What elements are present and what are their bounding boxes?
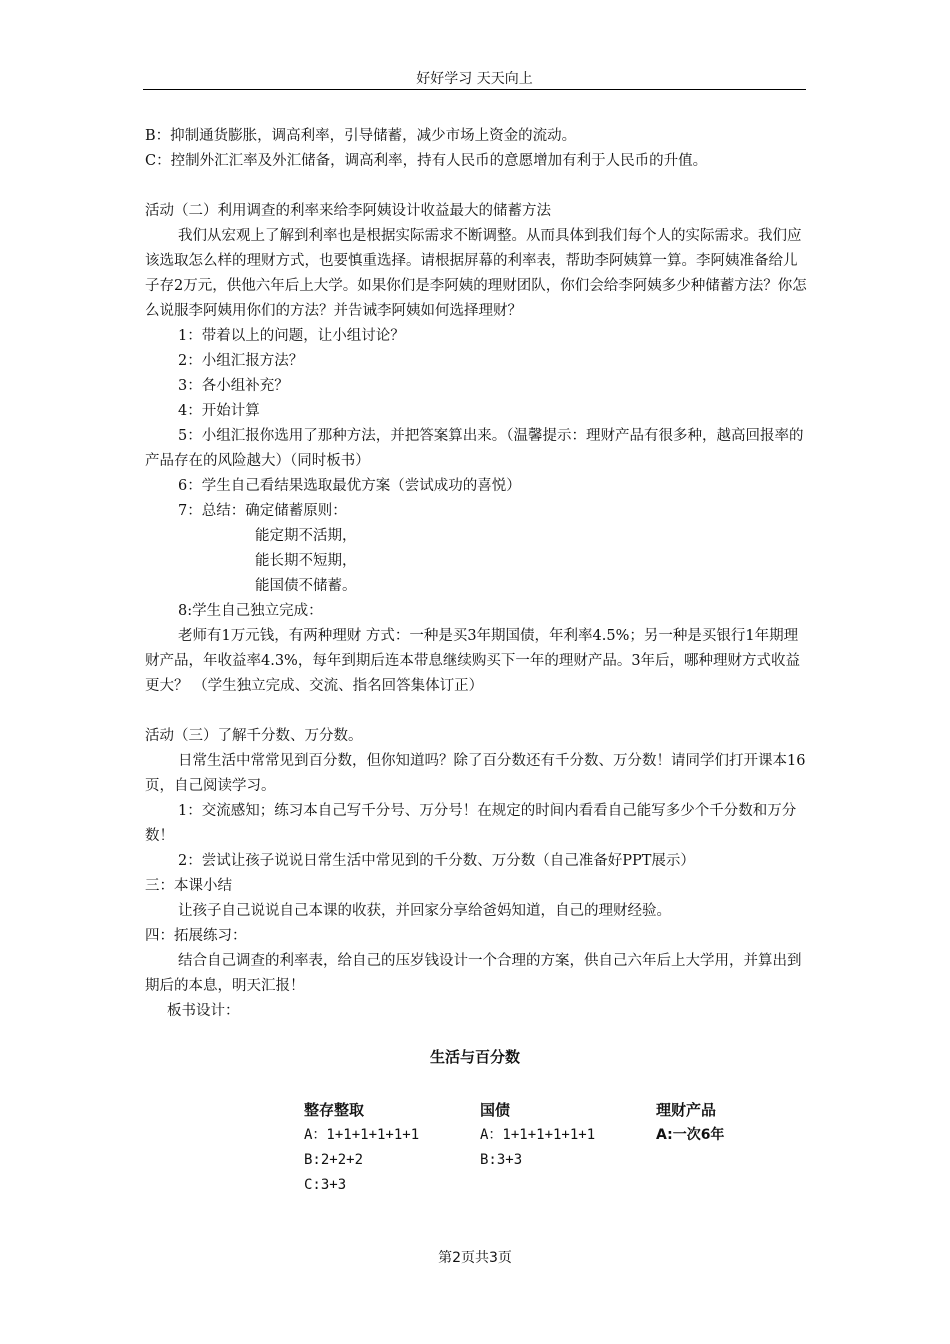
section-3-paragraph: 让孩子自己说说自己本课的收获，并回家分享给爸妈知道，自己的理财经验。 [178, 903, 671, 919]
board-column-treasury-bond [480, 1098, 660, 1173]
column-row: A：1+1+1+1+1+1 [480, 1127, 596, 1143]
column-row: C:3+3 [304, 1177, 347, 1193]
board-column-financial-product [656, 1098, 836, 1148]
step-3: 3：各小组补充？ [178, 378, 289, 394]
activity-3-step-1: 1：交流感知；练习本自己写千分号、万分号！在规定的时间内看看自己能写多少个千分数和万分数！ [145, 803, 797, 844]
column-row: A：1+1+1+1+1+1 [304, 1127, 420, 1143]
activity-2-paragraph: 我们从宏观上了解到利率也是根据实际需求不断调整。从而具体到我们每个人的实际需求。我们应该选取怎么样的理财方式，也要慎重选择。请根据屏幕的利率表，帮助李阿姨算一算。李阿姨准备给儿子存2万元，供他六年后上大学。如果你们是李阿姨的理财团队，你们会给李阿姨多少种储蓄方法？你怎么说服李阿姨用你们的方法？并告诫李阿姨如何选择理财？ [145, 228, 807, 319]
document-body [145, 124, 810, 1024]
section-4-paragraph: 结合自己调查的利率表，给自己的压岁钱设计一个合理的方案，供自己六年后上大学用，并算出到期后的本息，明天汇报！ [145, 953, 802, 994]
column-row: B:2+2+2 [304, 1152, 364, 1168]
step-4: 4：开始计算 [178, 403, 260, 419]
activity-2-title: 活动（二）利用调查的利率来给李阿姨设计收益最大的储蓄方法 [145, 203, 551, 219]
section-4-title: 四：拓展练习： [145, 928, 247, 944]
step-1: 1：带着以上的问题，让小组讨论？ [178, 328, 405, 344]
step-2: 2：小组汇报方法？ [178, 353, 304, 369]
section-3-title: 三：本课小结 [145, 878, 232, 894]
step-8: 8:学生自己独立完成： [178, 603, 323, 619]
step-8-paragraph: 老师有1万元钱，有两种理财 方式：一种是买3年期国债，年利率4.5%；另一种是买银行1年期理财产品，年收益率4.3%，每年到期后连本带息继续购买下一年的理财产品。3年后，哪种理财方式收益更大？ （学生独立完成、交流、指名回答集体订正） [145, 628, 801, 694]
principle-2: 能长期不短期， [255, 553, 357, 569]
board-column-fixed-deposit [304, 1098, 484, 1198]
column-heading: 整存整取 [304, 1101, 365, 1119]
activity-3-step-2: 2：尝试让孩子说说日常生活中常见到的千分数、万分数（自己准备好PPT展示） [178, 853, 695, 869]
spacer [145, 699, 810, 724]
column-row: B:3+3 [480, 1152, 523, 1168]
step-6: 6：学生自己看结果选取最优方案（尝试成功的喜悦） [178, 478, 521, 494]
step-7: 7：总结：确定储蓄原则： [178, 503, 347, 519]
header-rule [143, 89, 806, 90]
line-b: B：抑制通货膨胀，调高利率，引导储蓄，减少市场上资金的流动。 [145, 128, 577, 144]
activity-3-title: 活动（三）了解千分数、万分数。 [145, 728, 363, 744]
board-title: 生活与百分数 [429, 1048, 520, 1066]
spacer [145, 174, 810, 199]
line-c: C：控制外汇汇率及外汇储备，调高利率，持有人民币的意愿增加有利于人民币的升值。 [145, 153, 708, 169]
activity-3-paragraph: 日常生活中常常见到百分数，但你知道吗？除了百分数还有千分数、万分数！请同学们打开课本16页，自己阅读学习。 [145, 753, 806, 794]
principle-3: 能国债不储蓄。 [255, 578, 357, 594]
principle-1: 能定期不活期， [255, 528, 357, 544]
column-heading: 国债 [480, 1101, 511, 1119]
page-footer: 第2页共3页 [438, 1250, 512, 1266]
column-heading: 理财产品 [656, 1101, 717, 1119]
board-design-label: 板书设计： [167, 1003, 240, 1019]
page-header: 好好学习 天天向上 [416, 71, 533, 87]
column-row: A:一次6年 [656, 1127, 725, 1143]
step-5: 5：小组汇报你选用了那种方法，并把答案算出来。（温馨提示：理财产品有很多种，越高回报率的产品存在的风险越大）（同时板书） [145, 428, 804, 469]
